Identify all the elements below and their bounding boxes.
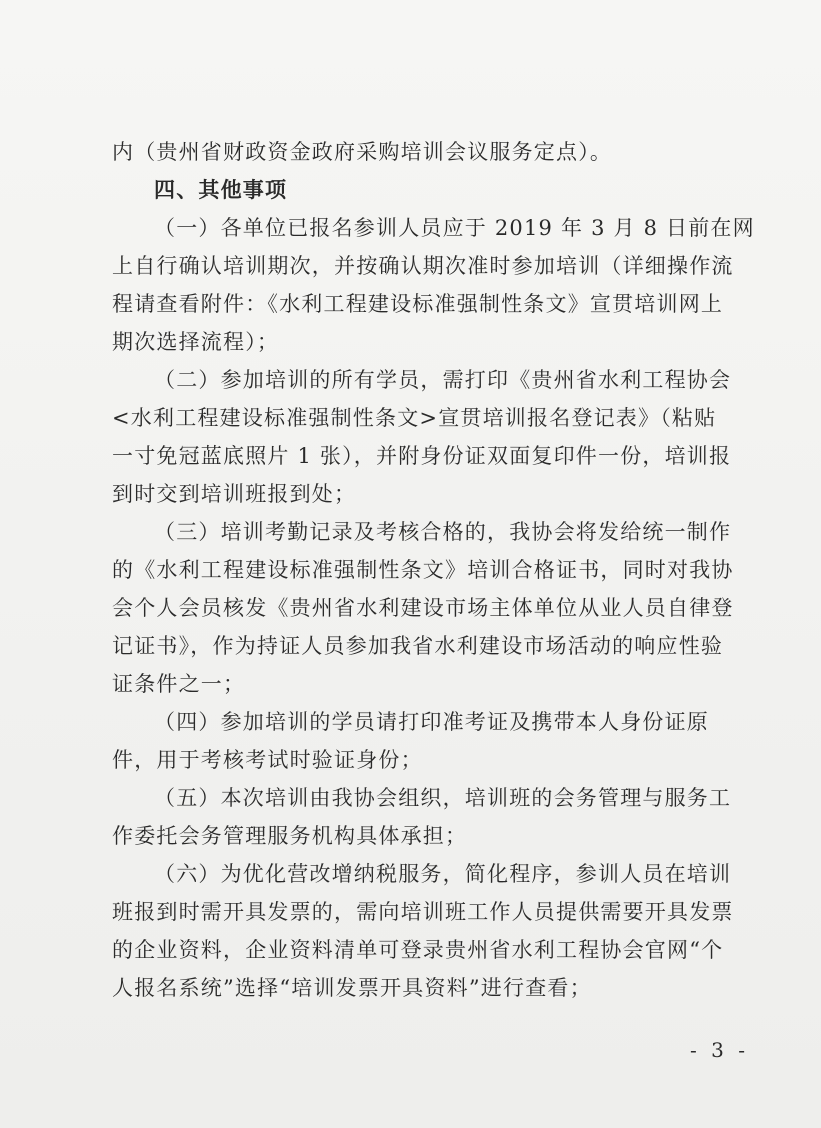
section-heading: 四、其他事项 bbox=[154, 178, 288, 202]
text-line: （二）参加培训的所有学员，需打印《贵州省水利工程协会 bbox=[154, 368, 732, 392]
text-line: 上自行确认培训期次，并按确认期次准时参加培训（详细操作流 bbox=[112, 254, 734, 278]
text-line: 期次选择流程）； bbox=[112, 330, 280, 354]
text-line: 会个人会员核发《贵州省水利建设市场主体单位从业人员自律登 bbox=[112, 596, 734, 620]
text-line: 一寸免冠蓝底照片 1 张），并附身份证双面复印件一份，培训报 bbox=[112, 444, 732, 468]
text-line: （六）为优化营改增纳税服务，简化程序，参训人员在培训 bbox=[154, 862, 732, 886]
text-line: 内（贵州省财政资金政府采购培训会议服务定点）。 bbox=[112, 140, 613, 164]
text-line: （一）各单位已报名参训人员应于 2019 年 3 月 8 日前在网 bbox=[154, 216, 755, 240]
text-line: 记证书》，作为持证人员参加我省水利建设市场活动的响应性验 bbox=[112, 634, 724, 658]
text-line: （三）培训考勤记录及考核合格的，我协会将发给统一制作 bbox=[154, 520, 732, 544]
text-line: 程请查看附件：《水利工程建设标准强制性条文》宣贯培训网上 bbox=[112, 292, 724, 316]
text-line: （四）参加培训的学员请打印准考证及携带本人身份证原 bbox=[154, 710, 709, 734]
text-line: 的企业资料，企业资料清单可登录贵州省水利工程协会官网“个 bbox=[112, 938, 724, 962]
text-line: 到时交到培训班报到处； bbox=[112, 482, 357, 506]
text-line: 班报到时需开具发票的，需向培训班工作人员提供需要开具发票 bbox=[112, 900, 734, 924]
text-line: 件，用于考核考试时验证身份； bbox=[112, 748, 423, 772]
text-line: （五）本次培训由我协会组织，培训班的会务管理与服务工 bbox=[154, 786, 732, 810]
document-body bbox=[112, 138, 755, 1012]
text-line: 的《水利工程建设标准强制性条文》培训合格证书，同时对我协 bbox=[112, 558, 734, 582]
page-number: - 3 - bbox=[690, 1038, 749, 1062]
text-line: 作委托会务管理服务机构具体承担； bbox=[112, 824, 468, 848]
text-line: <水利工程建设标准强制性条文>宣贯培训报名登记表》（粘贴 bbox=[112, 406, 717, 430]
text-line: 人报名系统”选择“培训发票开具资料”进行查看； bbox=[112, 976, 592, 1000]
text-line: 证条件之一； bbox=[112, 672, 246, 696]
